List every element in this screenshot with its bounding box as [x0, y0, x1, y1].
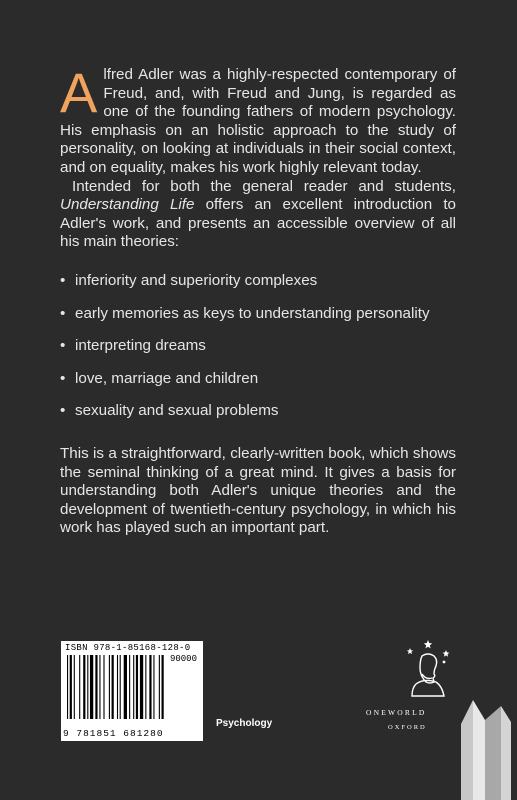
category-label: Psychology	[216, 718, 273, 729]
list-item: • interpreting dreams	[60, 337, 456, 356]
oneworld-logo-icon	[392, 636, 464, 708]
ean-number: 9 781851 681280	[63, 728, 164, 739]
list-item: • inferiority and superiority complexes	[60, 272, 456, 291]
isbn-barcode	[61, 641, 203, 741]
barcode-bars	[65, 655, 199, 725]
list-item: • sexuality and sexual problems	[60, 402, 456, 421]
list-item: • early memories as keys to understanding personality	[60, 305, 456, 324]
overview-paragraph	[60, 178, 456, 252]
theories-list	[60, 272, 456, 421]
drop-cap: A	[60, 61, 98, 124]
list-item: • love, marriage and children	[60, 370, 456, 389]
isbn-number: ISBN 978-1-85168-128-0	[65, 643, 191, 653]
publisher-name: ONEWORLD	[366, 708, 427, 717]
back-cover-blurb	[60, 61, 456, 538]
overview-text-start: Intended for both the general reader and students,	[72, 177, 456, 195]
intro-text: lfred Adler was a highly-respected contemporary of Freud, and, with Freud and Jung, is regarded as one of the founding fathers of modern psychology. His emphasis on an holistic approach to the study of personality, on looking at individuals in their social context, and on equality, makes his work highly relevant today.	[60, 66, 456, 176]
book-title: Understanding Life	[60, 196, 195, 214]
intro-paragraph	[60, 61, 456, 178]
closing-paragraph: This is a straightforward, clearly-written book, which shows the seminal thinking of a great mind. It gives a basis for understanding both Adler's unique theories and the development of twentieth-century psychology, in which his work has played such an important part.	[60, 444, 456, 537]
cover-edge-pattern	[461, 700, 511, 800]
overview-text-end: offers an excellent introduction to Adler's work, and presents an accessible overview of all his main theories:	[60, 196, 456, 251]
publisher-city: OXFORD	[388, 724, 427, 731]
price-code: 90000	[169, 654, 197, 664]
